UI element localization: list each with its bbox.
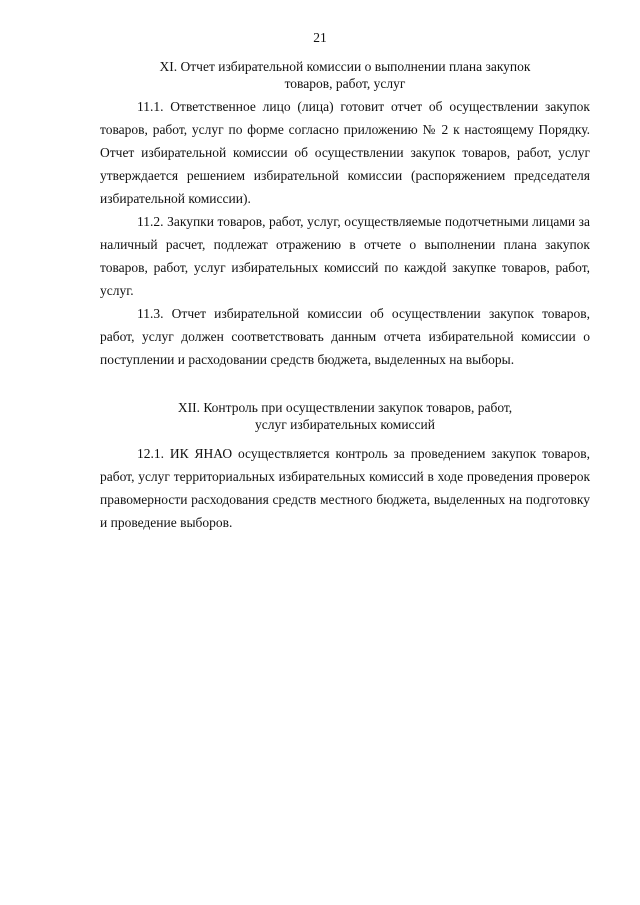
paragraph-11-3: 11.3. Отчет избирательной комиссии об осуществлении закупок товаров, работ, услуг должен соответствовать данным отчета избирательной комиссии о поступлении и расходовании средств бюджета, выделенных на выборы. [100, 306, 590, 367]
section-title-line: XI. Отчет избирательной комиссии о выполнении плана закупок [159, 59, 531, 74]
section-title-line: XII. Контроль при осуществлении закупок товаров, работ, [177, 400, 513, 415]
section-title-xi [100, 58, 590, 92]
section-title-line: товаров, работ, услуг [284, 76, 406, 91]
paragraph-11-1: 11.1. Ответственное лицо (лица) готовит отчет об осуществлении закупок товаров, работ, услуг по форме согласно приложению № 2 к настоящему Порядку. Отчет избирательной комиссии об осуществлении закупок товаров, работ, услуг утверждается решением избирательной комиссии (распоряжением председателя избирательной комиссии). [100, 99, 590, 206]
paragraph-11-2: 11.2. Закупки товаров, работ, услуг, осуществляемые подотчетными лицами за наличный расчет, подлежат отражению в отчете о выполнении плана закупок товаров, работ, услуг избирательных комиссий по каждой закупке товаров, работ, услуг. [100, 214, 590, 298]
paragraph-12-1: 12.1. ИК ЯНАО осуществляется контроль за проведением закупок товаров, работ, услуг территориальных избирательных комиссий в ходе проведения проверок правомерности расходования средств местного бюджета, выделенных на подготовку и проведение выборов. [100, 446, 590, 530]
section-title-line: услуг избирательных комиссий [255, 417, 435, 432]
section-title-xii [100, 399, 590, 433]
page-number: 21 [313, 30, 327, 45]
